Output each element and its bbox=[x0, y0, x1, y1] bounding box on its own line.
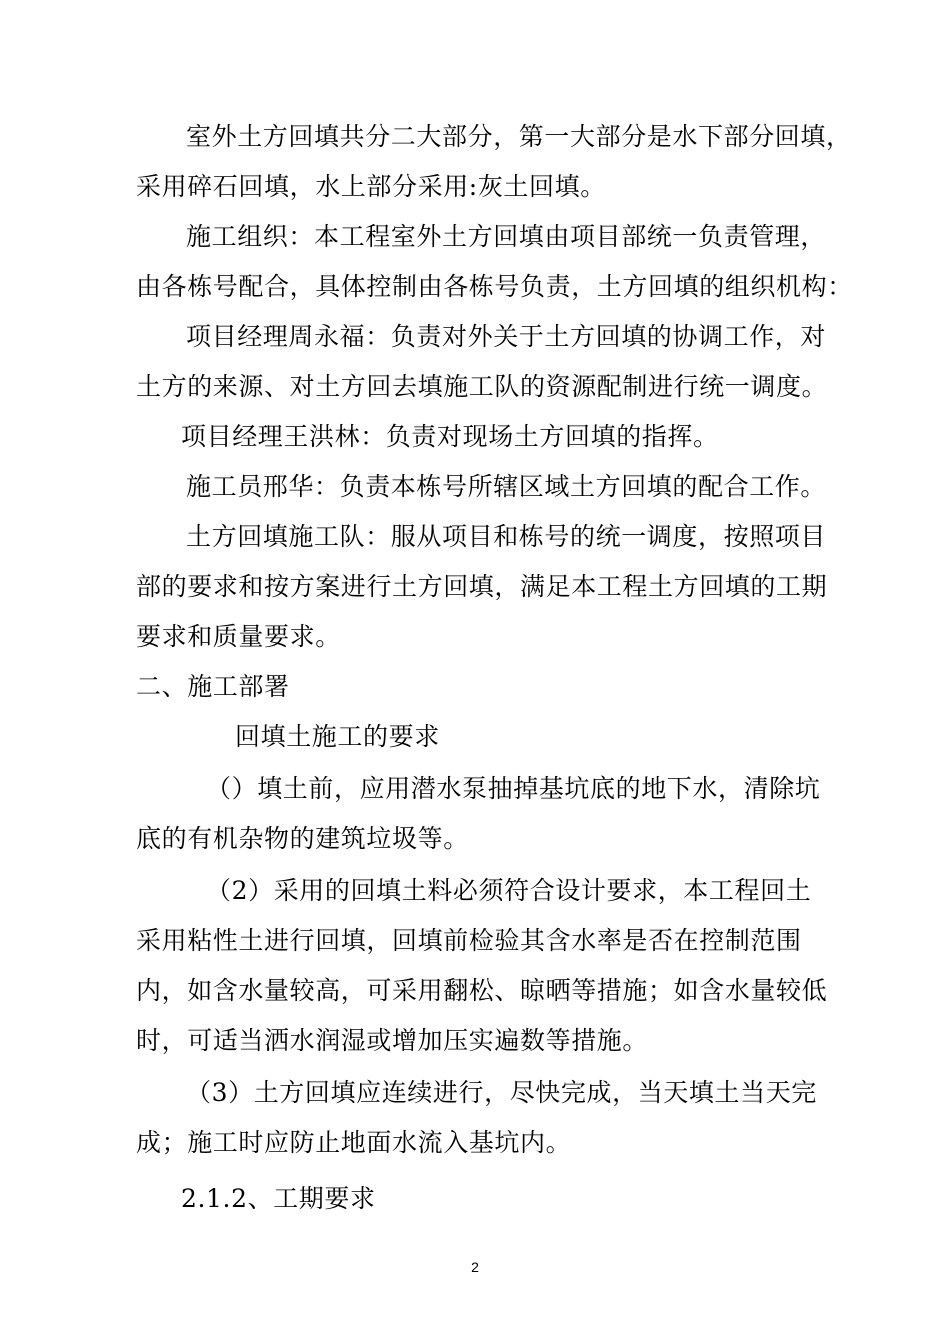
text-line: 土方的来源、对土方回去填施工队的资源配制进行统一调度。 bbox=[136, 372, 828, 401]
text-line: （）填土前，应用潜水泵抽掉基坑底的地下水，清除坑 bbox=[206, 774, 821, 803]
text-line: 施工组织：本工程室外土方回填由项目部统一负责管理， bbox=[186, 222, 827, 251]
text-line: （3）土方回填应连续进行，尽快完成，当天填土当天完 bbox=[186, 1078, 817, 1107]
section-heading: 二、施工部署 bbox=[136, 672, 290, 701]
text-line: 由各栋号配合，具体控制由各栋号负责，土方回填的组织机构： bbox=[136, 272, 853, 301]
text-line: 采用粘性土进行回填，回填前检验其含水率是否在控制范围 bbox=[136, 926, 802, 955]
text-line: 内，如含水量较高，可采用翻松、晾晒等措施；如含水量较低 bbox=[136, 976, 828, 1005]
text-line: （2）采用的回填土料必须符合设计要求，本工程回土 bbox=[206, 876, 812, 905]
text-line: 采用碎石回填，水上部分采用:灰土回填。 bbox=[136, 172, 606, 201]
text-line: 项目经理周永福：负责对外关于土方回填的协调工作，对 bbox=[186, 322, 827, 351]
text-line: 部的要求和按方案进行土方回填，满足本工程土方回填的工期 bbox=[136, 572, 828, 601]
text-line: 土方回填施工队：服从项目和栋号的统一调度，按照项目 bbox=[186, 522, 827, 551]
text-line: 时，可适当洒水润湿或增加压实遍数等措施。 bbox=[136, 1026, 649, 1055]
text-line: 项目经理王洪林：负责对现场土方回填的指挥。 bbox=[181, 422, 719, 451]
page-number: 2 bbox=[471, 1259, 479, 1275]
text-line: 施工员邢华：负责本栋号所辖区域土方回填的配合工作。 bbox=[186, 472, 827, 501]
subsection-heading: 回填土施工的要求 bbox=[235, 722, 440, 751]
text-line: 要求和质量要求。 bbox=[136, 622, 341, 651]
subsection-heading: 2.1.2、工期要求 bbox=[181, 1184, 376, 1213]
text-line: 成；施工时应防止地面水流入基坑内。 bbox=[136, 1128, 572, 1157]
text-line: 底的有机杂物的建筑垃圾等。 bbox=[136, 824, 469, 853]
text-line: 室外土方回填共分二大部分，第一大部分是水下部分回填， bbox=[186, 122, 852, 151]
